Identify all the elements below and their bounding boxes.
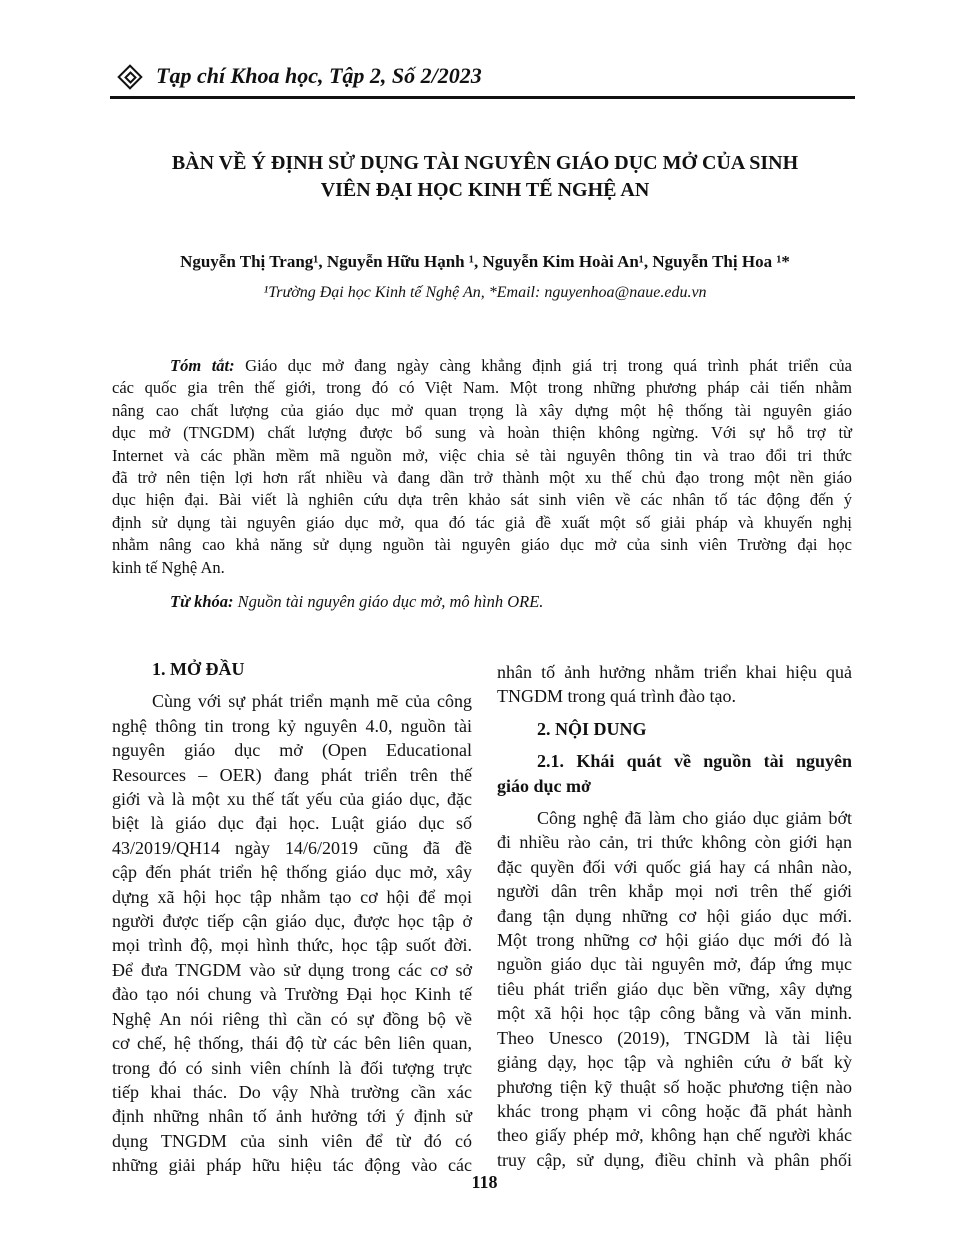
text-line: cơ chế, hệ thống, thái độ từ các bên liên quan, xyxy=(112,1033,472,1054)
text-line: truy cập, sử dụng, điều chỉnh và phân phối xyxy=(497,1149,852,1170)
text-line: tiếp khai thác. Do vậy Nhà trường cần xác xyxy=(112,1081,472,1102)
abstract-line: nâng cao chất lượng của giáo dục mở quan trọng là xây dựng một hệ thống tài nguyên giáo xyxy=(112,400,852,420)
journal-header xyxy=(118,60,482,92)
header-divider xyxy=(110,96,855,99)
article-title xyxy=(100,150,870,204)
text-line: đào tạo nói chung và Trường Đại học Kinh tế xyxy=(112,984,472,1005)
text-line: giới và là một xu thế tất yếu của giáo dục, đặc xyxy=(112,789,472,810)
text-line: mọi trình độ, mọi hình thức, học tập suốt đời. xyxy=(112,935,472,956)
text-line: nhân tố ảnh hưởng nhằm triển khai hiệu quả xyxy=(497,662,852,682)
abstract-line: các quốc gia trên thế giới, trong đó có Việt Nam. Một trong những phương pháp cải tiến nhằm xyxy=(112,378,852,398)
text-line: trong đó có sinh viên chính là đối tượng trực xyxy=(112,1057,472,1078)
text-line: giáo dục mở xyxy=(497,775,591,796)
text-line: phương tiện kỹ thuật số hoặc phương tiện nào xyxy=(497,1076,852,1097)
text-line: Công nghệ đã làm cho giáo dục giảm bớt xyxy=(537,808,852,829)
abstract-text: Giáo dục mở đang ngày càng khẳng định giá trị trong quá trình phát triển của xyxy=(234,356,852,375)
text-line: dựng xã hội học tập nhằm tạo cơ hội để mọi xyxy=(112,886,472,907)
abstract-line: đã trở nên tiện lợi hơn rất nhiều và đang dần trở thành một xu thế chủ đạo trong một nền giáo xyxy=(112,468,852,488)
section-heading: 1. MỞ ĐẦU xyxy=(152,659,245,679)
abstract-line: nhằm nâng cao khả năng sử dụng nguồn tài nguyên giáo dục mở của sinh viên Trường đại học xyxy=(112,535,852,555)
right-column xyxy=(497,660,852,1172)
keywords-label: Từ khóa: xyxy=(170,592,234,611)
section-heading: 2. NỘI DUNG xyxy=(537,718,647,739)
text-line: Resources – OER) đang phát triển trên thế xyxy=(112,764,472,785)
section-body xyxy=(112,689,472,1177)
text-line: nghệ thông tin trong kỷ nguyên 4.0, nguồn tài xyxy=(112,715,472,736)
journal-title: Tạp chí Khoa học, Tập 2, Số 2/2023 xyxy=(156,63,482,88)
text-line: định những nhân tố ảnh hưởng tới ý định sử xyxy=(112,1106,472,1127)
abstract-label: Tóm tắt: xyxy=(170,356,235,375)
text-line: một xã hội học tập công bằng và văn minh. xyxy=(497,1003,852,1024)
text-line: Một trong những cơ hội giáo dục mới đó là xyxy=(497,930,852,951)
abstract-line: dục mở (TNGDM) chất lượng được bổ sung và hoàn thiện không ngừng. Với sự hỗ trợ từ xyxy=(112,423,852,443)
text-line: biệt là giáo dục đại học. Luật giáo dục số xyxy=(112,813,472,834)
text-line: người dân trên khắp mọi nơi trên thế giới xyxy=(497,881,852,902)
text-line: những giải pháp hữu hiệu tác động vào các xyxy=(112,1155,472,1176)
abstract-line: định sử dụng tài nguyên giáo dục mở, qua đó tác giả đề xuất một số giải pháp và khuyến nghị xyxy=(112,512,852,532)
authors: Nguyễn Thị Trang¹, Nguyễn Hữu Hạnh ¹, Nguyễn Kim Hoài An¹, Nguyễn Thị Hoa ¹* xyxy=(180,252,790,271)
text-line: 2.1. Khái quát về nguồn tài nguyên xyxy=(537,751,852,772)
text-line: đi nhiều rào cản, tri thức không còn giới hạn xyxy=(497,832,852,853)
abstract-line: dục hiện đại. Bài viết là nghiên cứu dựa trên khảo sát sinh viên về các nhân tố tác động đến ý xyxy=(112,490,852,510)
affiliation: ¹Trường Đại học Kinh tế Nghệ An, *Email: nguyenhoa@naue.edu.vn xyxy=(263,284,707,301)
text-line: tiêu phát triển giáo dục bền vững, xây dựng xyxy=(497,978,852,999)
keywords-text: Nguồn tài nguyên giáo dục mở, mô hình ORE. xyxy=(233,592,544,611)
diamond-icon xyxy=(118,65,140,87)
text-line: đang tận dụng những cơ hội giáo dục mới. xyxy=(497,905,852,926)
text-line: 43/2019/QH14 ngày 14/6/2019 cũng đã đề xyxy=(112,837,472,858)
text-line: giảng dạy, học tập và nghiên cứu ở bất kỳ xyxy=(497,1052,852,1073)
text-line: theo giấy phép mở, không hạn chế người khác xyxy=(497,1125,852,1146)
title-line: VIÊN ĐẠI HỌC KINH TẾ NGHỆ AN xyxy=(320,179,650,201)
left-column xyxy=(112,657,472,1178)
keywords xyxy=(170,592,543,612)
text-line: Để đưa TNGDM vào sử dụng trong các cơ sở xyxy=(112,959,472,980)
text-line: nguồn giáo dục tài nguyên mở, đáp ứng mục xyxy=(497,954,852,975)
continued-paragraph xyxy=(497,660,852,709)
text-line: TNGDM trong quá trình đào tạo. xyxy=(497,686,736,707)
subsection-heading xyxy=(497,749,852,798)
abstract-line: Internet và các phần mềm mã nguồn mở, việc chia sẻ tài nguyên thông tin và trao đổi tri thức xyxy=(112,445,852,465)
abstract-line: kinh tế Nghệ An. xyxy=(112,557,225,577)
text-line: người được tiếp cận giáo dục, được học tập ở xyxy=(112,911,472,932)
text-line: Cùng với sự phát triển mạnh mẽ của công xyxy=(152,691,472,712)
text-line: đặc quyền đối với quốc giá hay cá nhân nào, xyxy=(497,856,852,877)
abstract xyxy=(112,355,852,579)
text-line: Nghệ An nói riêng thì cần có sự đồng bộ về xyxy=(112,1008,472,1029)
text-line: cập đến phát triển hệ thống giáo dục mở, xây xyxy=(112,862,472,883)
text-line: nguyên giáo dục mở (Open Educational xyxy=(112,740,472,761)
text-line: Theo Unesco (2019), TNGDM là tài liệu xyxy=(497,1027,852,1048)
text-line: khác trong phạm vi công hoặc đã phát hành xyxy=(497,1100,852,1121)
title-line: BÀN VỀ Ý ĐỊNH SỬ DỤNG TÀI NGUYÊN GIÁO DỤC MỞ CỦA SINH xyxy=(171,152,799,174)
page-number: 118 xyxy=(471,1172,498,1192)
text-line: dụng TNGDM của sinh viên để từ đó có xyxy=(112,1130,472,1151)
section-body xyxy=(497,806,852,1172)
abstract-line xyxy=(112,355,852,377)
